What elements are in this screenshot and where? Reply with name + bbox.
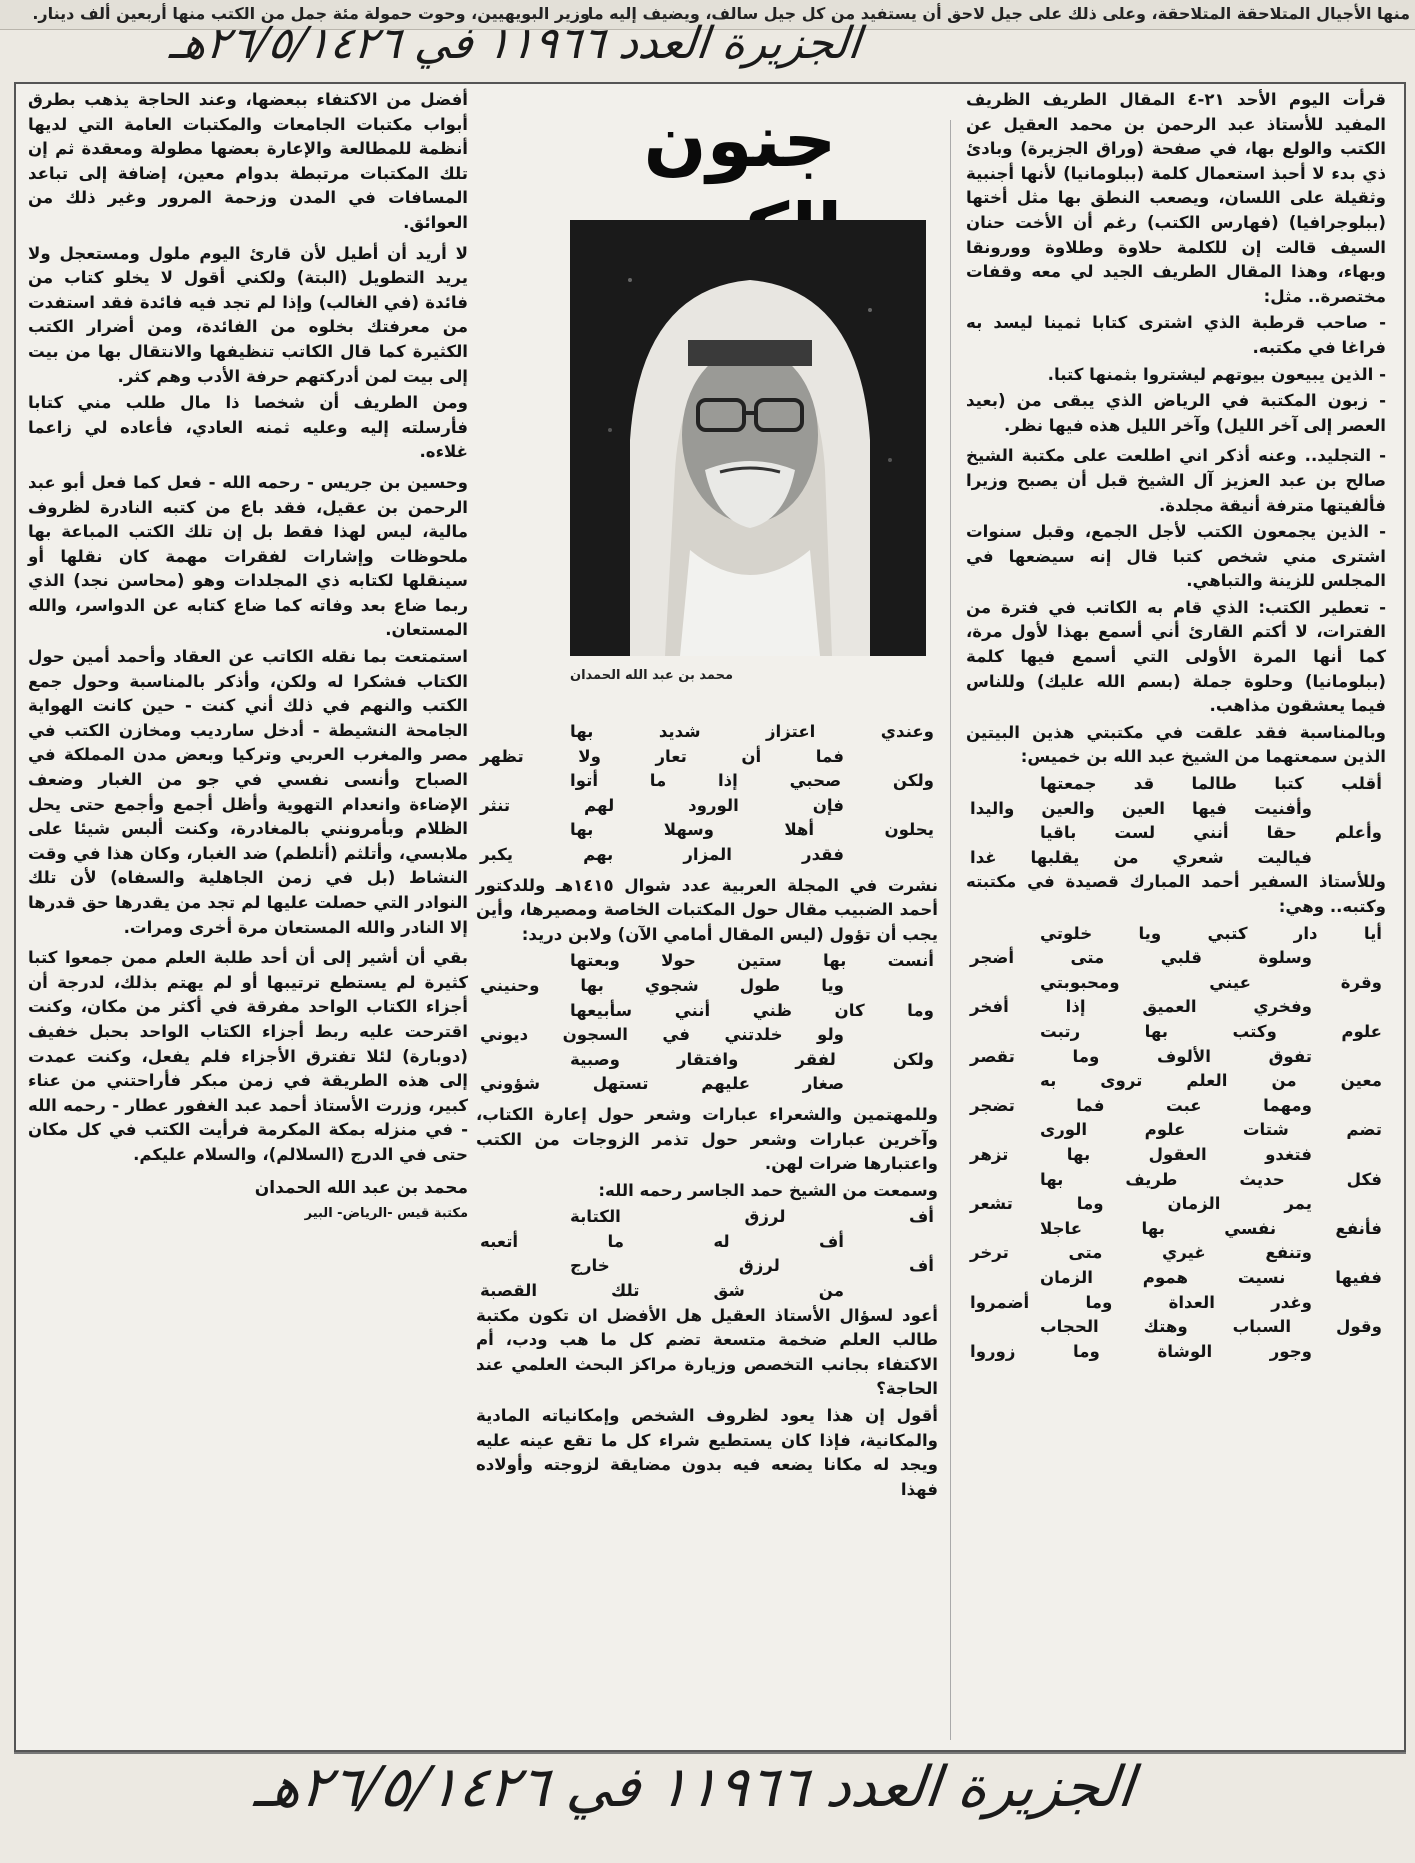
column-separator (950, 120, 951, 1740)
author-signature: محمد بن عبد الله الحمدان (254, 1177, 468, 1198)
poem-line: أف له ما أتعبه (480, 1231, 844, 1251)
article-title: جنون (643, 98, 837, 184)
poem-line: وفخري العميق إذا أفخر (970, 997, 1312, 1017)
poem-line: ولو خلدتني في السجون ديوني (480, 1025, 844, 1045)
paragraph: - صاحب قرطبة الذي اشترى كتابا ثمينا ليسد به فراغا في مكتبه. (966, 313, 1386, 357)
poem-line: وقرة عيني ومحبوبتي (1040, 972, 1382, 992)
paragraph: - الذين يجمعون الكتب لأجل الجمع، وقبل سنوات اشترى مني شخص كتبا قال إنه سيضعها في المجلس للزينة والتباهي. (966, 522, 1386, 591)
poem-line: تفوق الألوف وما تقصر (970, 1046, 1312, 1066)
poem-line: أف لرزق الكتابة (570, 1207, 934, 1227)
paragraph: قرأت اليوم الأحد ٢١-٤ المقال الطريف الظريف المفيد للأستاذ عبد الرحمن بن محمد العقيل عن الكتب والولع بها، في صفحة (وراق الجزيرة) وبادئ ذي بدء لا أحبذ استعمال كلمة (ببلومانيا) لأنها أجنبية وثقيلة على اللسان، ويصعب النطق بها مثل أختها (ببلوجرافيا) (فهارس الكتب) رغم أن الأخت حنان السيف قالت إن للكلمة حلاوة وطلاوة وورونقا وبهاء، وهذا المقال الطريف الجيد لي معه وقفات مختصرة.. مثل: (966, 90, 1386, 306)
poem-line: فأنفع نفسي بها عاجلا (1040, 1218, 1382, 1238)
paragraph: لا أريد أن أطيل لأن قارئ اليوم ملول ومستعجل ولا يريد التطويل (البتة) ولكني أقول لا يخلو كتاب من فائدة (في الغالب) وإذا لم تجد فيه فائدة فقد استفدت من معرفتك بخلوه من الفائدة، ومن أضرار الكتب الكثيرة كما قال الكاتب تنظيفها والانتقال بها من بيت إلى بيت لمن أدركتهم حرفة الأدب وهم كثر. (28, 243, 468, 386)
poem-line: ولكن صحبي إذا ما أتوا (570, 771, 934, 791)
paragraph: استمتعت بما نقله الكاتب عن العقاد وأحمد أمين حول الكتاب فشكرا له ولكن، وأذكر بالمناسبة وحول جمع الكتب والنهم في ذلك أني كنت - حين كانت الهواية الجامحة النشيطة - أدخل سارديب ومخازن الكتب في مصر والمغرب العربي وتركيا وبعض مدن المملكة في الصباح وأنسى نفسي في جو من الغبار وضعف الإضاءة وانعدام التهوية وأظل أجمع وأجمع حتى يحل الظلام وبأمرونني بالمغادرة، وكنت ألبس شيئا على ملابسي، وأتلثم (أتلطم) ضد الغبار، وكان هذا في وقت النشاط (بل في زمن الجاهلية والسفاه) لأن تلك النوادر التي حصلت عليها لم تجد من يقدرها حق قدرها إلا النادر والله المستعان مرة أخرى ومرات. (28, 647, 468, 937)
paragraph: - تعطير الكتب: الذي قام به الكاتب في فترة من الفترات، لا أكتم القارئ أني أسمع بهذا لأول مرة، كما أنها المرة الأولى التي أسمع فيها كلمة (ببلومانيا) وحلوة جملة (بسم الله عليك) وللناس فيما يعشقون مذاهب. (966, 597, 1386, 716)
poem-line: ومهما عبت فما تضجر (970, 1095, 1312, 1115)
left-column (28, 88, 468, 1229)
poem-line: فقدر المزار بهم يكبر (480, 844, 844, 864)
poem-line: وما كان ظني أنني سأبيعها (570, 1000, 934, 1020)
author-affiliation: مكتبة قيس -الرياض- البير (304, 1206, 468, 1222)
poem-line: وقول السباب وهتك الحجاب (1040, 1317, 1382, 1337)
paragraph: أقول إن هذا يعود لظروف الشخص وإمكانياته المادية والمكانية، فإذا كان يستطيع شراء كل ما تقع عينه عليه ويجد له مكانا يضعه فيه بدون مضايقة لزوجته وأولاده فهذا (476, 1406, 938, 1499)
poem-line: وعندي اعتزاز شديد بها (570, 722, 934, 741)
paragraph: أفضل من الاكتفاء ببعضها، وعند الحاجة يذهب بطرق أبواب مكتبات الجامعات والمكتبات العامة التي لديها أنظمة للمطالعة والإعارة بعضها مطولة ومعقدة ثم إن تلك المكتبات مرتبطة بدوام معين، إضافة إلى تباعد المسافات في المدن وزحمة المرور وغير ذلك من العوائق. (28, 90, 468, 232)
author-portrait-image (570, 220, 926, 656)
poem-block (476, 1205, 938, 1303)
poem-line: معين من العلم تروى به (1040, 1071, 1382, 1091)
paragraph: ومن الطريف أن شخصا ذا مال طلب مني كتابا فأرسلته إليه وعليه ثمنه العادي، فأعاده لي زاعما غلاءه. (28, 393, 468, 462)
poem-line: وأفنيت فيها العين والعين واليدا (970, 798, 1312, 818)
poem-line: أقلب كتبا طالما قد جمعتها (1040, 774, 1382, 794)
poem-block (966, 922, 1386, 1365)
poem-line: ويا طول شجوي بها وحنيني (480, 975, 844, 995)
author-photo (570, 220, 926, 656)
top-strip-left-text: وزير البويهيين، وحوت حمولة مئة جمل من الكتب منها أربعين ألف دينار. (32, 4, 590, 23)
bottom-rule (14, 1752, 1406, 1754)
paragraph: - الذين يبيعون بيوتهم ليشتروا بثمنها كتبا. (1047, 364, 1386, 384)
poem-line: فما أن تعار ولا تظهر (480, 746, 844, 766)
poem-line: يحلون أهلا وسهلا بها (570, 820, 934, 840)
paragraph: نشرت في المجلة العربية عدد شوال ١٤١٥هـ وللدكتور أحمد الضبيب مقال حول المكتبات الخاصة ومصيرها، وأين يجب أن تؤول (ليس المقال أمامي الآن) ولابن دريد: (476, 875, 938, 944)
poem-line: فكل حديث طريف بها (1040, 1169, 1382, 1189)
paragraph: أعود لسؤال الأستاذ العقيل هل الأفضل ان تكون مكتبة طالب العلم ضخمة متسعة تضم كل ما هب ودب، أم الاكتفاء بجانب التخصص وزيارة مراكز البحث العلمي عند الحاجة؟ (476, 1305, 938, 1399)
paragraph: وحسين بن جريس - رحمه الله - فعل كما فعل أبو عبد الرحمن بن عقيل، فقد باع من كتبه النادرة لظروف مالية، ليس لهذا فقط بل إن تلك الكتب المباعة بها ملحوظات وإشارات لفقرات مهمة كان نقلها أو سينقلها لكتابه ذي المجلدات وهو (محاسن نجد) الذي ربما ضاع بعد وفاته كما ضاع كتابه عن الدواسر، والله المستعان. (28, 472, 468, 640)
poem-line: ففيها نسيت هموم الزمان (1040, 1267, 1382, 1287)
paragraph: - زبون المكتبة في الرياض الذي يبقى من (بعيد العصر إلى آخر الليل) وآخر الليل هذه فيها نظر. (966, 391, 1386, 435)
paragraph: وللأستاذ السفير أحمد المبارك قصيدة في مكتبته وكتبه.. وهي: (966, 872, 1386, 916)
poem-line: أنست بها ستين حولا وبعتها (570, 951, 934, 971)
poem-line: ولكن لفقر وافتقار وصبية (570, 1049, 934, 1069)
poem-line: من شق تلك القصبة (480, 1281, 844, 1301)
paragraph: - التجليد.. وعنه أذكر اني اطلعت على مكتبة الشيخ صالح بن عبد العزيز آل الشيخ قبل أن يصبح وزيرا فألفيتها مترفة أنيقة مجلدة. (966, 446, 1386, 515)
paragraph: بقي أن أشير إلى أن أحد طلبة العلم ممن جمعوا كتبا كثيرة لم يستطع ترتيبها أو لم يهتم بذلك، لدرجة أن أجزاء الكتاب الواحد مفرقة في أكثر من مكان، وكنت اقترحت عليه ربط أجزاء الكتاب الواحد بحبل خفيف (دوبارة) لئلا تفترق الأجزاء فلم يفعل، وكنت عمدت إلى هذه الطريقة في زمن مبكر فأراحتني من عناء كبير، وزرت الأستاذ أحمد عبد الغفور عطار - رحمه الله - في منزله بمكة المكرمة فرأيت الكتب في كل مكان حتى في الدرج (السلالم)، والسلام عليكم. (28, 948, 468, 1164)
top-strip-right-text: منها الأجيال المتلاحقة المتلاحقة، وعلى ذلك على جيل لاحق أن يستفيد من كل جيل سالف، ويضيف إليه ما (587, 4, 1410, 23)
handwritten-reference-top: الجزيرة العدد ١١٩٦٦ في ٢٦/٥/١٤٢٦هـ (167, 18, 864, 69)
photo-caption: محمد بن عبد الله الحمدان (570, 668, 734, 683)
paragraph: وسمعت من الشيخ حمد الجاسر رحمه الله: (598, 1180, 938, 1200)
poem-line: فإن الورود لهم تنثر (480, 795, 844, 815)
poem-line: أيا دار كتبي ويا خلوتي (1040, 923, 1382, 943)
poem-line: فياليت شعري من يقلبها غدا (970, 847, 1312, 867)
poem-block (966, 772, 1386, 870)
poem-line: علوم وكتب بها رتبت (1040, 1021, 1382, 1041)
paragraph: وللمهتمين والشعراء عبارات وشعر حول إعارة الكتاب، وآخرين عبارات وشعر حول تذمر الزوجات من الكتب واعتبارها ضرات لهن. (476, 1104, 938, 1174)
middle-column (476, 720, 938, 1504)
poem-line: أف لرزق خارج (570, 1256, 934, 1276)
poem-block (476, 720, 938, 868)
poem-line: تضم شتات علوم الورى (1040, 1120, 1382, 1140)
poem-line: وجور الوشاة وما زوروا (970, 1341, 1312, 1361)
poem-line: يمر الزمان وما تشعر (970, 1194, 1312, 1214)
right-column (966, 88, 1386, 1364)
handwritten-reference-bottom: الجزيرة العدد ١١٩٦٦ في ٢٦/٥/١٤٢٦هـ (251, 1755, 1138, 1820)
poem-block (476, 949, 938, 1097)
paragraph: وبالمناسبة فقد علقت في مكتبتي هذين البيتين الذين سمعتهما من الشيخ عبد الله بن خميس: (966, 722, 1386, 767)
poem-line: وغدر العداة وما أضمروا (970, 1292, 1312, 1312)
poem-line: وأعلم حقا أنني لست باقيا (1040, 823, 1382, 843)
poem-line: وتنفع غيري متى ترخر (970, 1243, 1312, 1263)
poem-line: وسلوة قلبي متى أضجر (970, 948, 1312, 968)
poem-line: صغار عليهم تستهل شؤوني (480, 1074, 844, 1094)
poem-line: فتغدو العقول بها تزهر (970, 1144, 1312, 1164)
